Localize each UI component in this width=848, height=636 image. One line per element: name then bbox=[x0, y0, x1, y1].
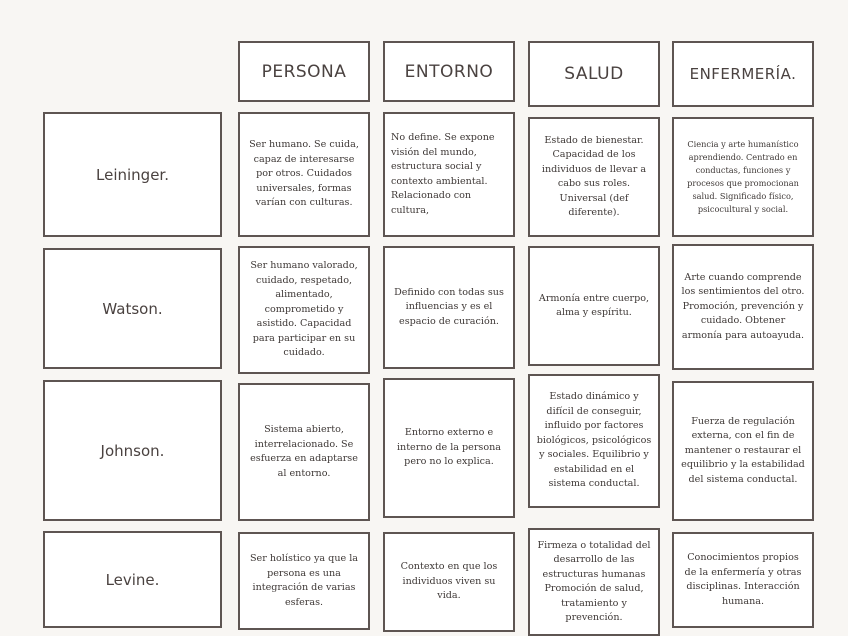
cell-watson-salud: Armonía entre cuerpo, alma y espíritu. bbox=[528, 246, 660, 366]
cell-levine-enfermeria: Conocimientos propios de la enfermería y otras disciplinas. Interacción humana. bbox=[672, 532, 814, 628]
row-label-levine: Levine. bbox=[43, 531, 222, 628]
row-label-watson: Watson. bbox=[43, 248, 222, 369]
row-label-leininger: Leininger. bbox=[43, 112, 222, 237]
header-enfermeria: ENFERMERÍA. bbox=[672, 41, 814, 107]
cell-leininger-entorno: No define. Se expone visión del mundo, estructura social y contexto ambiental. Relacionado con cultura, bbox=[383, 112, 515, 237]
cell-levine-entorno: Contexto en que los individuos viven su vida. bbox=[383, 532, 515, 632]
cell-watson-entorno: Definido con todas sus influencias y es el espacio de curación. bbox=[383, 246, 515, 369]
cell-watson-persona: Ser humano valorado, cuidado, respetado, alimentado, comprometido y asistido. Capacidad para participar en su cuidado. bbox=[238, 246, 370, 374]
header-salud: SALUD bbox=[528, 41, 660, 107]
cell-leininger-enfermeria: Ciencia y arte humanístico aprendiendo. Centrado en conductas, funciones y procesos que promocionan salud. Significado físico, psicocultural y social. bbox=[672, 117, 814, 237]
header-entorno: ENTORNO bbox=[383, 41, 515, 102]
cell-johnson-enfermeria: Fuerza de regulación externa, con el fin de mantener o restaurar el equilibrio y la estabilidad del sistema conductal. bbox=[672, 381, 814, 521]
row-label-johnson: Johnson. bbox=[43, 380, 222, 521]
cell-leininger-salud: Estado de bienestar. Capacidad de los individuos de llevar a cabo sus roles. Universal (def diferente). bbox=[528, 117, 660, 237]
cell-johnson-persona: Sistema abierto, interrelacionado. Se esfuerza en adaptarse al entorno. bbox=[238, 383, 370, 521]
cell-johnson-entorno: Entorno externo e interno de la persona pero no lo explica. bbox=[383, 378, 515, 518]
header-persona: PERSONA bbox=[238, 41, 370, 102]
cell-watson-enfermeria: Arte cuando comprende los sentimientos del otro. Promoción, prevención y cuidado. Obtener armonía para autoayuda. bbox=[672, 244, 814, 370]
cell-levine-persona: Ser holístico ya que la persona es una integración de varias esferas. bbox=[238, 532, 370, 630]
cell-levine-salud: Firmeza o totalidad del desarrollo de las estructuras humanas Promoción de salud, tratamiento y prevención. bbox=[528, 528, 660, 636]
cell-johnson-salud: Estado dinámico y difícil de conseguir, influido por factores biológicos, psicológicos y sociales. Equilibrio y estabilidad en el sistema conductal. bbox=[528, 374, 660, 508]
cell-leininger-persona: Ser humano. Se cuida, capaz de interesarse por otros. Cuidados universales, formas varían con culturas. bbox=[238, 112, 370, 237]
